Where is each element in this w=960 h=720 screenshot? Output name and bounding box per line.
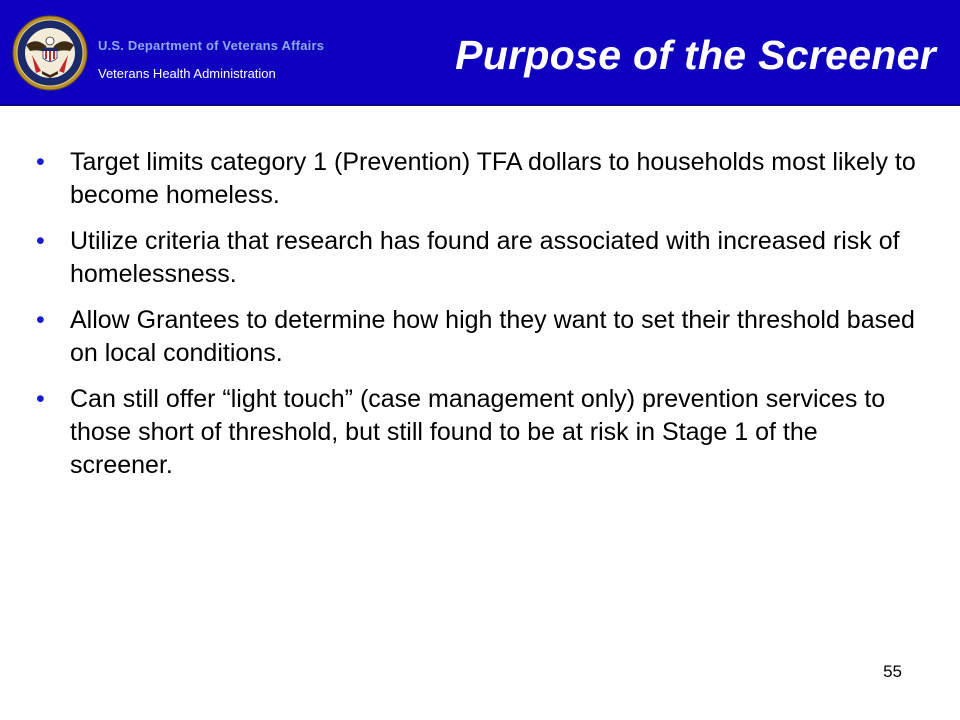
bullet-dot-icon: • [36,227,45,255]
bullet-item [36,304,916,370]
bullet-text: Utilize criteria that research has found are associated with increased risk of homelessness. [70,227,900,288]
bullet-item [36,383,916,482]
bullet-dot-icon: • [36,306,45,334]
bullet-item [36,146,916,212]
bullet-dot-icon: • [36,385,45,413]
bullet-dot-icon: • [36,148,45,176]
page-number: 55 [883,662,902,681]
slide-title: Purpose of the Screener [455,32,936,78]
bullet-item [36,225,916,291]
va-seal-icon [12,15,88,91]
bullet-text: Target limits category 1 (Prevention) TFA dollars to households most likely to become homeless. [70,148,916,209]
bullet-text: Can still offer “light touch” (case management only) prevention services to those short of threshold, but still found to be at risk in Stage 1 of the screener. [70,385,886,479]
org-name: U.S. Department of Veterans Affairs [98,38,325,53]
header-bar [0,0,960,106]
bullet-text: Allow Grantees to determine how high they want to set their threshold based on local conditions. [70,306,915,367]
org-subtitle: Veterans Health Administration [98,66,276,81]
bullet-list [36,146,916,495]
